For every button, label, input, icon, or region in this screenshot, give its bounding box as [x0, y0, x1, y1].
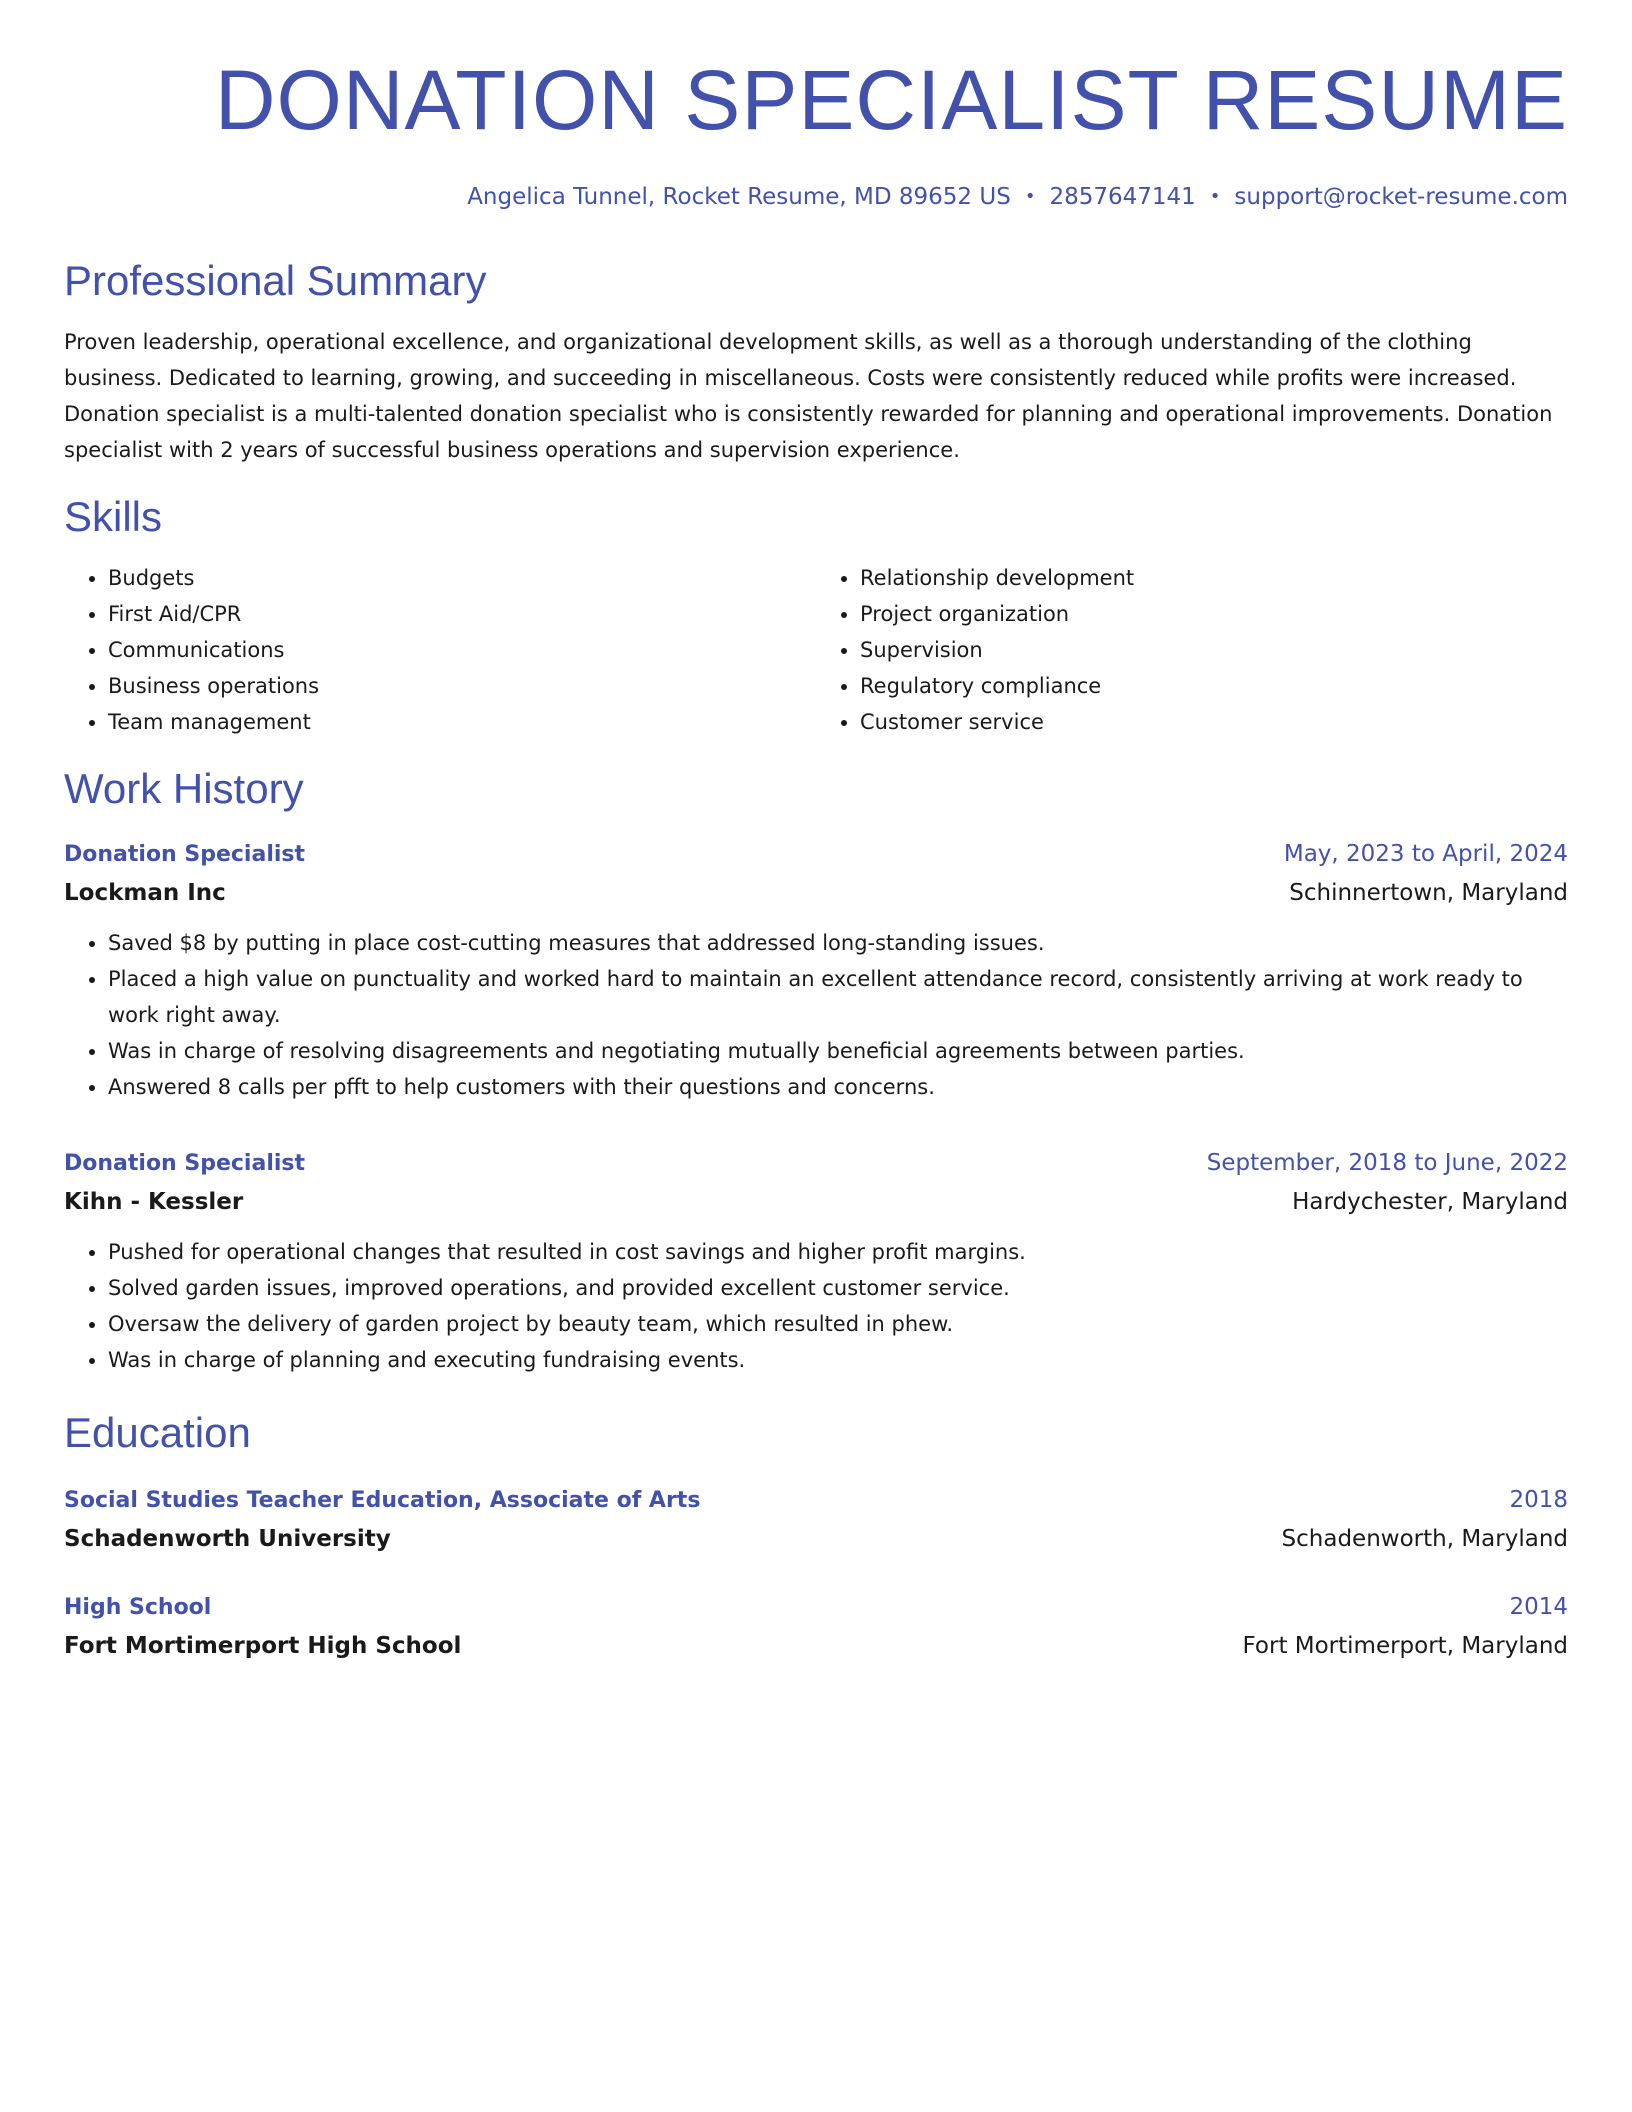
education-school-row: [64, 1626, 1568, 1666]
job-location: Schinnertown, Maryland: [1289, 880, 1568, 906]
education-header-row: [64, 1482, 1568, 1519]
job-location: Hardychester, Maryland: [1292, 1189, 1568, 1215]
job-bullet: • Answered 8 calls per pfft to help customers with their questions and concerns.: [108, 1069, 1568, 1105]
work-history-section: [64, 764, 1568, 1378]
education-school: Fort Mortimerport High School: [64, 1633, 462, 1659]
contact-address: Angelica Tunnel, Rocket Resume, MD 89652 US: [467, 184, 1011, 210]
education-header-row: [64, 1589, 1568, 1626]
job-employer: Kihn - Kessler: [64, 1189, 244, 1215]
job-employer-row: [64, 1182, 1568, 1222]
job-bullet: • Solved garden issues, improved operations, and provided excellent customer service.: [108, 1270, 1568, 1306]
resume-title: DONATION SPECIALIST RESUME: [214, 53, 1568, 147]
job-entry: [64, 836, 1568, 1105]
education-heading: Education: [64, 1409, 251, 1456]
skill-item: • Supervision: [860, 632, 1568, 668]
education-section: [64, 1408, 1568, 1666]
education-location: Fort Mortimerport, Maryland: [1242, 1633, 1568, 1659]
job-bullet: • Oversaw the delivery of garden project by beauty team, which resulted in phew.: [108, 1306, 1568, 1342]
summary-section: [64, 256, 1568, 468]
skill-item: • Communications: [108, 632, 816, 668]
job-dates: May, 2023 to April, 2024: [1283, 841, 1568, 867]
skills-section: [64, 492, 1568, 740]
skill-item: • Team management: [108, 704, 816, 740]
job-header-row: [64, 1145, 1568, 1182]
job-bullet: • Was in charge of planning and executing fundraising events.: [108, 1342, 1568, 1378]
skill-item: • Budgets: [108, 560, 816, 596]
skill-item: • Relationship development: [860, 560, 1568, 596]
skill-item: • Customer service: [860, 704, 1568, 740]
skill-item: • Regulatory compliance: [860, 668, 1568, 704]
education-school: Schadenworth University: [64, 1526, 391, 1552]
contact-separator: •: [1209, 186, 1221, 207]
skill-item: • Business operations: [108, 668, 816, 704]
contact-phone: 2857647141: [1049, 184, 1196, 210]
job-bullets: [64, 925, 1568, 1105]
job-bullet: • Placed a high value on punctuality and worked hard to maintain an excellent attendance record, consistently arriving at work ready to work right away.: [108, 961, 1568, 1033]
contact-email: support@rocket-resume.com: [1234, 184, 1568, 210]
job-role: Donation Specialist: [64, 842, 306, 867]
skills-column-left: [64, 560, 816, 740]
job-header-row: [64, 836, 1568, 873]
contact-separator: •: [1024, 186, 1036, 207]
job-role: Donation Specialist: [64, 1151, 306, 1176]
skills-column-right: [816, 560, 1568, 740]
work-history-heading: Work History: [64, 765, 304, 812]
skill-item: • First Aid/CPR: [108, 596, 816, 632]
job-entry: [64, 1145, 1568, 1378]
education-entry: [64, 1589, 1568, 1666]
skills-heading: Skills: [64, 493, 163, 540]
education-location: Schadenworth, Maryland: [1281, 1526, 1568, 1552]
summary-text: Proven leadership, operational excellence, and organizational development skills, as well as a thorough understanding of the clothing business. Dedicated to learning, growing, and succeeding in miscellaneous. Costs were consistently reduced while profits were increased. Donation specialist is a multi-talented donation specialist who is consistently rewarded for planning and operational improvements. Donation specialist with 2 years of successful business operations and supervision experience.: [64, 330, 1553, 462]
job-bullets: [64, 1234, 1568, 1378]
education-entry: [64, 1482, 1568, 1559]
job-bullet: • Saved $8 by putting in place cost-cutting measures that addressed long-standing issues.: [108, 925, 1568, 961]
skill-item: • Project organization: [860, 596, 1568, 632]
job-bullet: • Pushed for operational changes that resulted in cost savings and higher profit margins.: [108, 1234, 1568, 1270]
education-degree: Social Studies Teacher Education, Associate of Arts: [64, 1488, 701, 1513]
education-year: 2018: [1509, 1487, 1568, 1513]
education-degree: High School: [64, 1595, 212, 1620]
job-bullet: • Was in charge of resolving disagreements and negotiating mutually beneficial agreements between parties.: [108, 1033, 1568, 1069]
education-school-row: [64, 1519, 1568, 1559]
contact-line: [64, 184, 1568, 210]
job-employer-row: [64, 873, 1568, 913]
skills-grid: [64, 560, 1568, 740]
summary-heading: Professional Summary: [64, 257, 487, 304]
education-year: 2014: [1509, 1594, 1568, 1620]
job-dates: September, 2018 to June, 2022: [1206, 1150, 1568, 1176]
job-employer: Lockman Inc: [64, 880, 226, 906]
